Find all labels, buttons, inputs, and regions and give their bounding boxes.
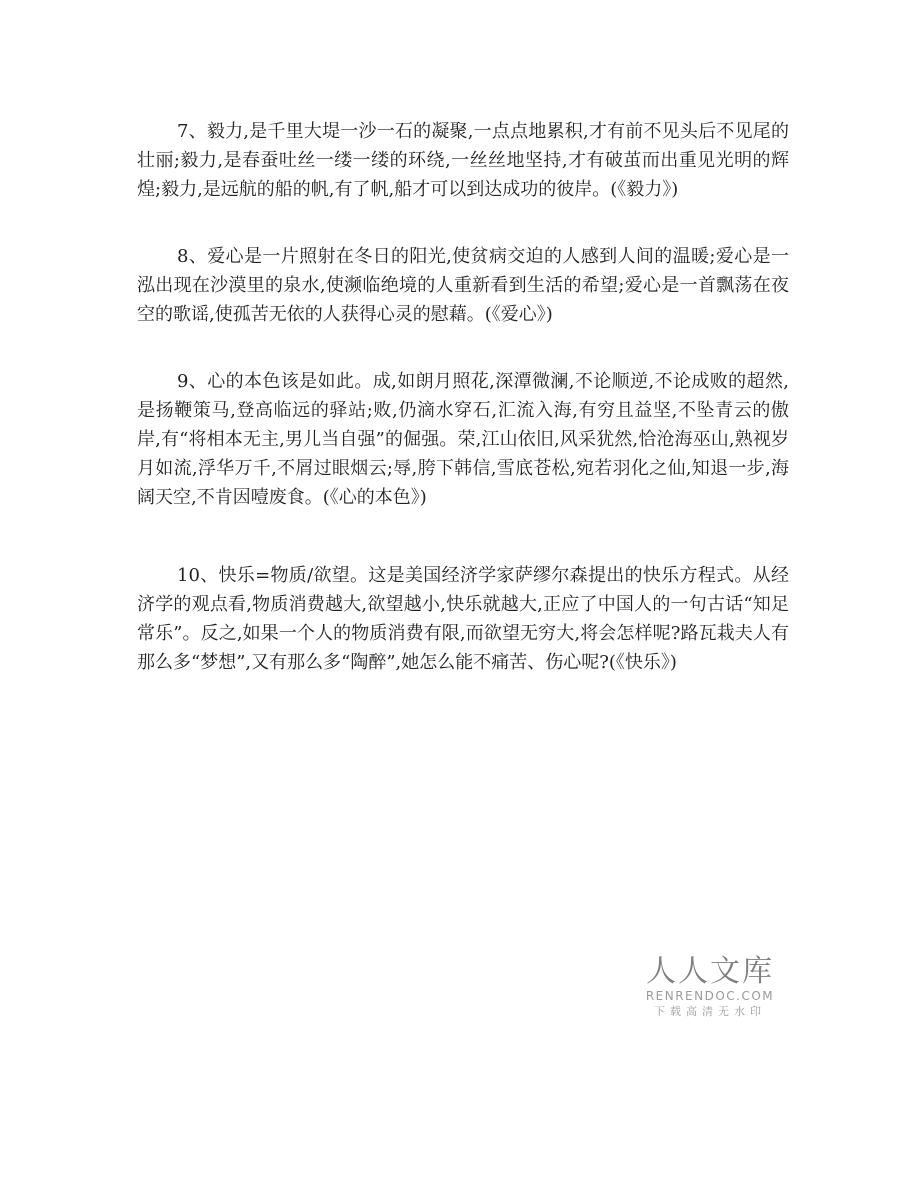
watermark-url: RENRENDOC.COM xyxy=(645,989,775,1003)
watermark-subtitle: 下载高清无水印 xyxy=(654,1005,766,1018)
watermark-title: 人人文库 xyxy=(646,954,774,989)
paragraph-9: 9、心的本色该是如此。成,如朗月照花,深潭微澜,不论顺逆,不论成败的超然,是扬鞭策马,登高临远的驿站;败,仍滴水穿石,汇流入海,有穷且益坚,不坠青云的傲岸,有“将相本无主,男儿当自强”的倔强。荣,江山依旧,风采犹然,恰沧海巫山,熟视岁月如流,浮华万千,不屑过眼烟云;辱,胯下韩信,雪底苍松,宛若羽化之仙,知退一步,海阔天空,不肯因噎废食。(《心的本色》) xyxy=(137,371,789,508)
watermark-logo xyxy=(612,955,808,1019)
paragraph-10: 10、快乐=物质/欲望。这是美国经济学家萨缪尔森提出的快乐方程式。从经济学的观点看,物质消费越大,欲望越小,快乐就越大,正应了中国人的一句古话“知足常乐”。反之,如果一个人的物质消费有限,而欲望无穷大,将会怎样呢?路瓦栽夫人有那么多“梦想”,又有那么多“陶醉”,她怎么能不痛苦、伤心呢?(《快乐》) xyxy=(137,565,789,673)
paragraph-7: 7、毅力,是千里大堤一沙一石的凝聚,一点点地累积,才有前不见头后不见尾的壮丽;毅力,是春蚕吐丝一缕一缕的环绕,一丝丝地坚持,才有破茧而出重见光明的辉煌;毅力,是远航的船的帆,有了帆,船才可以到达成功的彼岸。(《毅力》) xyxy=(137,121,789,200)
paragraph-8: 8、爱心是一片照射在冬日的阳光,使贫病交迫的人感到人间的温暖;爱心是一泓出现在沙漠里的泉水,使濒临绝境的人重新看到生活的希望;爱心是一首飘荡在夜空的歌谣,使孤苦无依的人获得心灵的慰藉。(《爱心》) xyxy=(137,246,789,325)
